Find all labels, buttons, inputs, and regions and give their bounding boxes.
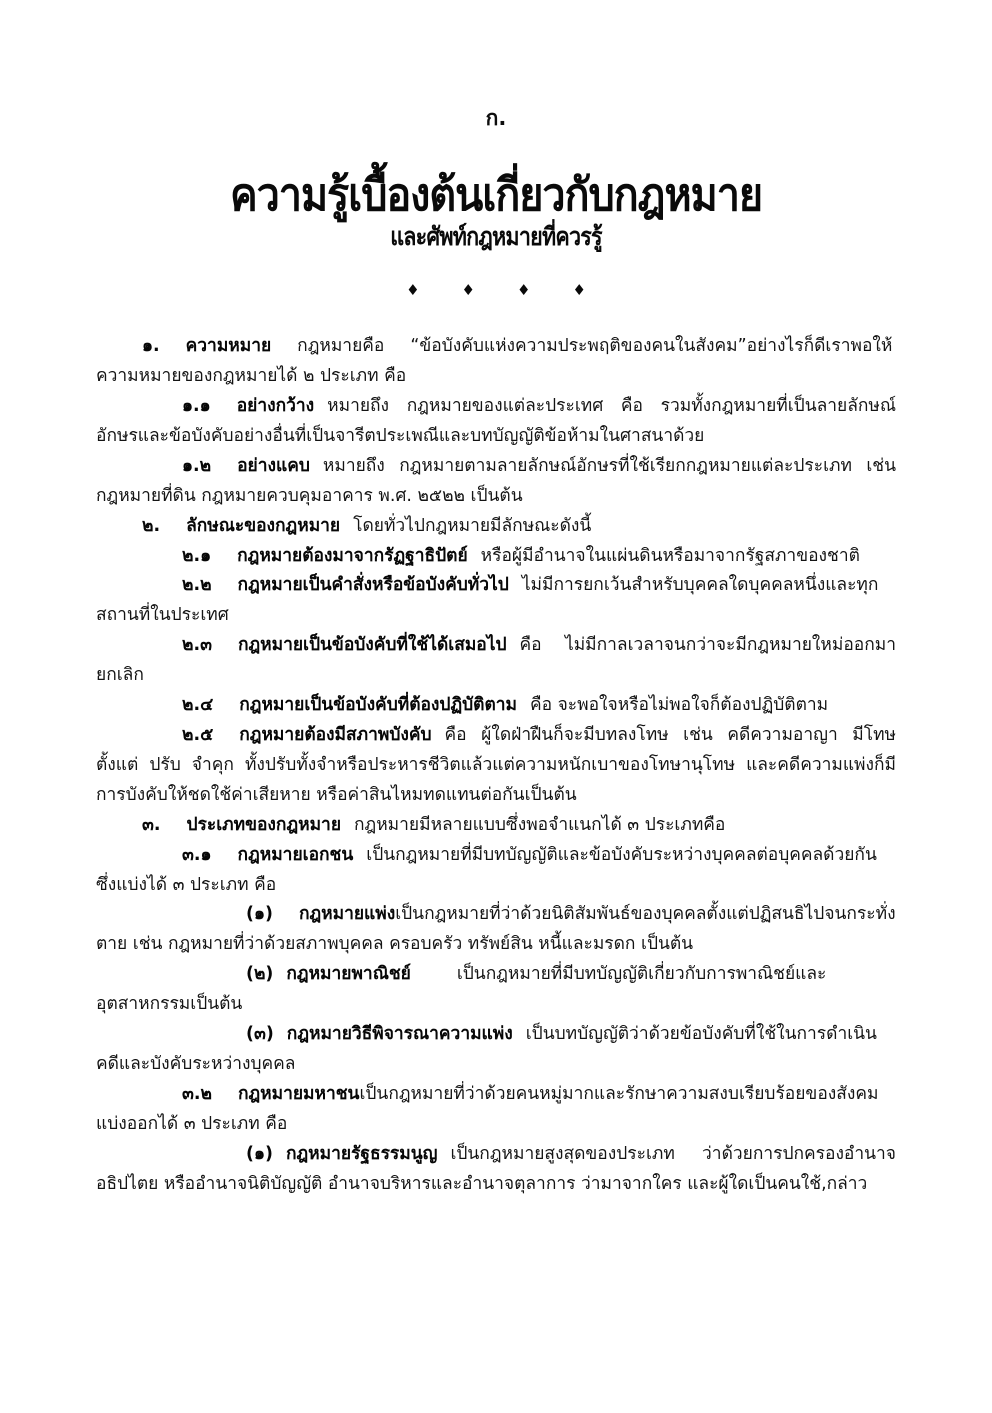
subitem-paragraph — [96, 1020, 896, 1080]
item-number: ๒.๕ — [182, 724, 214, 745]
section-paragraph — [96, 811, 896, 841]
item-heading: อย่างกว้าง — [236, 396, 315, 416]
item-heading: กฎหมายต้องมีสภาพบังคับ — [239, 724, 432, 745]
item-body: คือ จะพอใจหรือไม่พอใจก็ต้องปฏิบัติตาม — [530, 695, 829, 716]
item-number: ๓.๒ — [182, 1083, 212, 1104]
item-body: หมายถึง กฎหมายของแต่ละประเทศ คือ รวมทั้งกฎหมายที่เป็นลายลักษณ์อักษรและข้อบังคับอย่างอื่นที่เป็นจารีตประเพณีและบทบัญญัติข้อห้ามในศาสนาด้วย — [96, 396, 896, 446]
subitem-number: (๓) — [246, 1024, 274, 1045]
item-paragraph — [96, 631, 896, 691]
ornament-divider — [96, 283, 896, 298]
section-heading: ลักษณะของกฎหมาย — [186, 515, 341, 536]
subitem-body: เป็นกฎหมายสูงสุดของประเภท ว่าด้วยการปกครองอำนาจอธิปไตย หรืออำนาจนิติบัญญัติ อำนาจบริหารและอำนาจตุลาการ ว่ามาจากใคร และผู้ใดเป็นคนใช้,กล่าว — [96, 1143, 896, 1194]
item-number: ๑.๑ — [182, 396, 211, 416]
subitem-heading: กฎหมายวิธีพิจารณาความแพ่ง — [286, 1024, 513, 1045]
item-number: ๒.๒ — [182, 575, 212, 596]
section-heading: ความหมาย — [185, 336, 272, 357]
subitem-heading: กฎหมายแพ่ง — [298, 904, 396, 925]
item-paragraph — [96, 1080, 896, 1140]
subitem-number: (๑) — [246, 1143, 273, 1164]
item-body: เป็นกฎหมายที่ว่าด้วยคนหมู่มากและรักษาความสงบเรียบร้อยของสังคมแบ่งออกได้ ๓ ประเภท คือ — [96, 1083, 879, 1134]
item-number: ๒.๑ — [182, 545, 212, 566]
item-number: ๓.๑ — [182, 844, 212, 865]
item-heading: กฎหมายมหาชน — [237, 1083, 360, 1104]
subitem-paragraph — [96, 1140, 896, 1200]
subitem-heading: กฎหมายรัฐธรรมนูญ — [285, 1143, 438, 1164]
diamond-ornament-icon: ♦ — [461, 281, 475, 300]
item-heading: กฎหมายเป็นข้อบังคับที่ใช้ได้เสมอไป — [237, 635, 507, 656]
item-body: หรือผู้มีอำนาจในแผ่นดินหรือมาจากรัฐสภาของชาติ — [480, 545, 860, 566]
subitem-body: เป็นกฎหมายที่ว่าด้วยนิติสัมพันธ์ของบุคคลตั้งแต่ปฏิสนธิไปจนกระทั่งตาย เช่น กฎหมายที่ว่าด้วยสภาพบุคคล ครอบครัว ทรัพย์สิน หนี้และมรดก เป็นต้น — [96, 904, 896, 955]
item-number: ๒.๓ — [182, 635, 212, 656]
section-body: “ข้อบังคับแห่งความประพฤติของคนในสังคม”อย่างไรก็ดีเราพอให้ความหมายของกฎหมายได้ ๒ ประเภท คือ — [96, 336, 893, 387]
section-body: โดยทั่วไปกฎหมายมีลักษณะดังนี้ — [353, 515, 592, 536]
subitem-body: เป็นกฎหมายที่มีบทบัญญัติเกี่ยวกับการพาณิชย์และอุตสาหกรรมเป็นต้น — [96, 964, 827, 1015]
subitem-body: เป็นบทบัญญัติว่าด้วยข้อบังคับที่ใช้ในการดำเนินคดีและบังคับระหว่างบุคคล — [96, 1024, 877, 1074]
diamond-ornament-icon: ♦ — [406, 281, 420, 300]
section-number: ๑. — [142, 336, 160, 357]
page-folio: ก. — [485, 106, 507, 130]
item-body: คือ ผู้ใดฝ่าฝืนก็จะมีบทลงโทษ เช่น คดีความอาญา มีโทษตั้งแต่ ปรับ จำคุก ทั้งปรับทั้งจำหรือประหารชีวิตแล้วแต่ความหนักเบาของโทษานุโทษ และคดีความแพ่งก็มีการบังคับให้ชดใช้ค่าเสียหาย หรือค่าสินไหมทดแทนต่อกันเป็นต้น — [96, 724, 896, 805]
item-paragraph — [96, 542, 896, 572]
section-paragraph — [96, 332, 896, 392]
item-body: คือ ไม่มีกาลเวลาจนกว่าจะมีกฎหมายใหม่ออกมายกเลิก — [96, 635, 896, 686]
item-number: ๑.๒ — [182, 455, 212, 476]
item-heading: กฎหมายเอกชน — [237, 844, 354, 865]
diamond-ornament-icon: ♦ — [517, 281, 531, 300]
section-heading: ประเภทของกฎหมาย — [186, 814, 342, 835]
section-lead: กฎหมายคือ — [297, 336, 385, 357]
item-paragraph — [96, 392, 896, 452]
section-body: กฎหมายมีหลายแบบซึ่งพอจำแนกได้ ๓ ประเภทคือ — [354, 814, 726, 835]
item-body: เป็นกฎหมายที่มีบทบัญญัติและข้อบังคับระหว่างบุคคลต่อบุคคลด้วยกันซึ่งแบ่งได้ ๓ ประเภท คือ — [96, 844, 877, 895]
item-body: ไม่มีการยกเว้นสำหรับบุคคลใดบุคคลหนึ่งและทุกสถานที่ในประเทศ — [96, 575, 879, 626]
item-heading: กฎหมายเป็นข้อบังคับที่ต้องปฏิบัติตาม — [239, 695, 517, 716]
item-paragraph — [96, 841, 896, 901]
item-body: หมายถึง กฎหมายตามลายลักษณ์อักษรที่ใช้เรียกกฎหมายแต่ละประเภท เช่น กฎหมายที่ดิน กฎหมายควบคุมอาคาร พ.ศ. ๒๕๒๒ เป็นต้น — [96, 455, 896, 506]
item-number: ๒.๔ — [182, 695, 214, 716]
section-number: ๒. — [142, 515, 161, 536]
section-number: ๓. — [142, 814, 161, 835]
item-paragraph — [96, 721, 896, 811]
page-subtitle: และศัพท์กฎหมายที่ควรรู้ — [390, 221, 602, 251]
item-heading: กฎหมายต้องมาจากรัฏฐาธิปัตย์ — [237, 545, 468, 566]
subitem-paragraph — [96, 960, 896, 1020]
item-paragraph — [96, 571, 896, 631]
item-heading: กฎหมายเป็นคำสั่งหรือข้อบังคับทั่วไป — [237, 575, 509, 596]
item-heading: อย่างแคบ — [237, 455, 310, 476]
item-paragraph — [96, 691, 896, 721]
diamond-ornament-icon: ♦ — [572, 281, 586, 300]
subitem-number: (๒) — [246, 964, 274, 985]
section-paragraph — [96, 512, 896, 542]
title-block — [96, 168, 896, 251]
subitem-heading: กฎหมายพาณิชย์ — [286, 964, 411, 985]
page-title: ความรู้เบื้องต้นเกี่ยวกับกฎหมาย — [229, 168, 763, 221]
subitem-number: (๑) — [246, 904, 273, 925]
document-body — [96, 332, 896, 1199]
subitem-paragraph — [96, 900, 896, 960]
item-paragraph — [96, 452, 896, 512]
